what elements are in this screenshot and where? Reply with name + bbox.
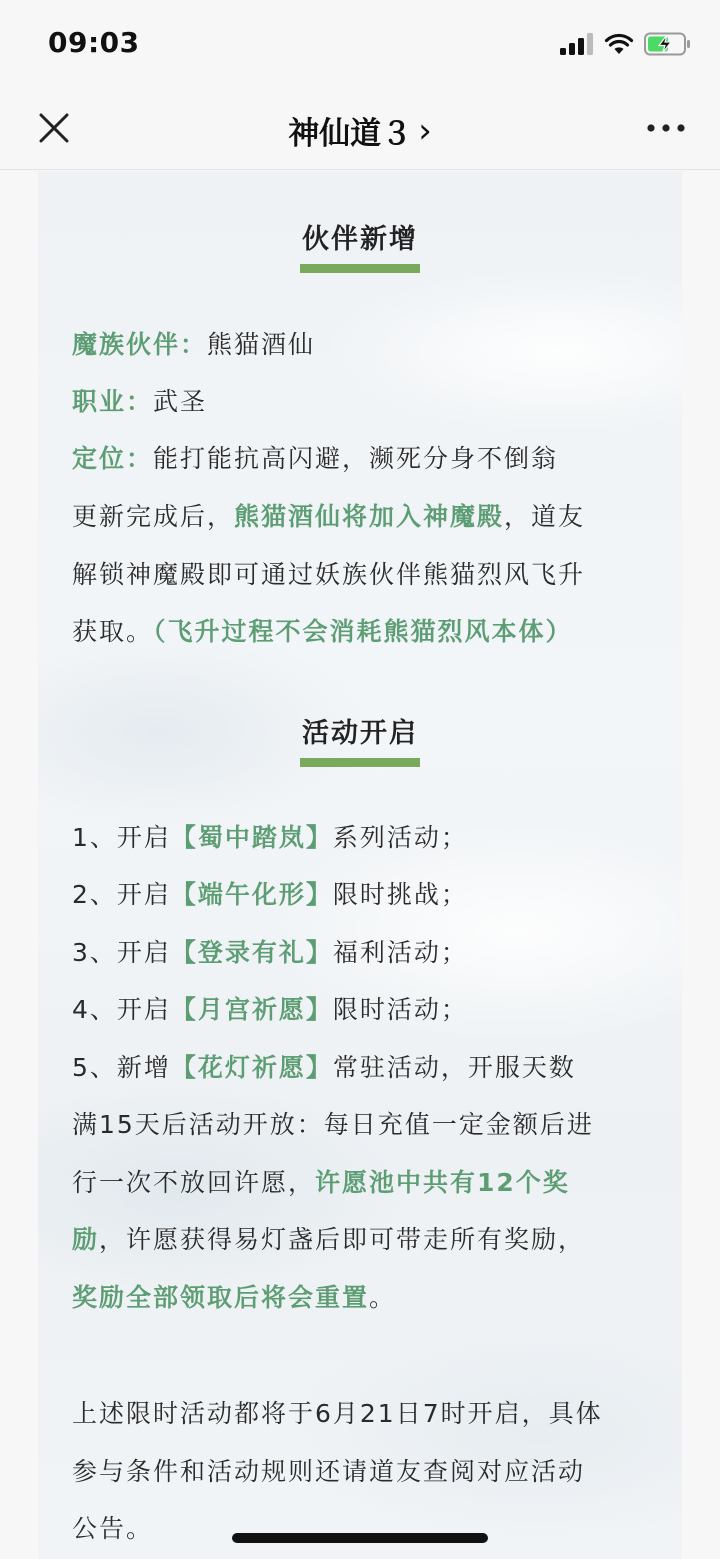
- highlight-text: 【蜀中踏岚】: [170, 823, 333, 852]
- text: 。: [369, 1283, 397, 1312]
- status-bar: [0, 0, 720, 88]
- partner-row-class: [72, 382, 672, 418]
- highlight-text: 励: [72, 1225, 100, 1254]
- highlight-text: 【月宫祈愿】: [170, 995, 333, 1024]
- text: ，道友: [504, 502, 586, 531]
- text: 限时活动；: [332, 995, 468, 1024]
- highlight-text: 【登录有礼】: [170, 938, 333, 967]
- event-item: [72, 875, 672, 911]
- section-title-events: 活动开启: [302, 718, 418, 749]
- more-icon[interactable]: [646, 118, 686, 138]
- partner-row-race: [72, 325, 672, 361]
- highlight-text: 许愿池中共有12个奖: [315, 1168, 570, 1197]
- text: 限时挑战；: [332, 880, 468, 909]
- status-icons: [560, 30, 692, 58]
- row-value: 熊猫酒仙: [207, 330, 316, 359]
- partner-row-role: [72, 439, 672, 475]
- nav-bar: [0, 88, 720, 170]
- wifi-icon: [604, 33, 634, 55]
- text: 获取。: [72, 617, 154, 646]
- event-item: [72, 818, 672, 854]
- highlight-text: （飞升过程不会消耗熊猫烈风本体）: [153, 617, 573, 646]
- status-time: 09:03: [48, 26, 140, 59]
- text: 1、开启: [72, 823, 171, 852]
- section-underline: [300, 758, 420, 767]
- row-label: 魔族伙伴：: [72, 330, 208, 359]
- event-item: [72, 990, 672, 1026]
- footer-paragraph-line: 公告。: [72, 1514, 154, 1543]
- highlight-text: 熊猫酒仙将加入神魔殿: [234, 502, 505, 531]
- article-content: [38, 171, 682, 1559]
- nav-title[interactable]: [0, 108, 720, 153]
- home-indicator[interactable]: [232, 1533, 488, 1543]
- event-paragraph-line: [72, 1278, 672, 1314]
- row-value: 武圣: [153, 387, 208, 416]
- text: 系列活动；: [332, 823, 468, 852]
- section-title-partner: 伙伴新增: [302, 224, 418, 255]
- event-item: [72, 1048, 672, 1084]
- highlight-text: 奖励全部领取后将会重置: [72, 1283, 370, 1312]
- section-underline: [300, 264, 420, 273]
- text: 行一次不放回许愿，: [72, 1168, 316, 1197]
- text: 常驻活动，开服天数: [332, 1053, 576, 1082]
- event-item: [72, 933, 672, 969]
- chevron-right-icon: ›: [418, 110, 432, 151]
- footer-paragraph-line: 上述限时活动都将于6月21日7时开启，具体: [72, 1399, 603, 1428]
- text: 3、开启: [72, 938, 171, 967]
- text: ，许愿获得易灯盏后即可带走所有奖励，: [99, 1225, 586, 1254]
- event-paragraph-line: [72, 1220, 672, 1256]
- text: 5、新增: [72, 1053, 171, 1082]
- partner-paragraph-line: [72, 612, 672, 648]
- battery-charging-icon: [644, 32, 692, 56]
- highlight-text: 【花灯祈愿】: [170, 1053, 333, 1082]
- row-label: 定位：: [72, 444, 154, 473]
- text: 2、开启: [72, 880, 171, 909]
- text: 福利活动；: [332, 938, 468, 967]
- row-label: 职业：: [72, 387, 154, 416]
- highlight-text: 【端午化形】: [170, 880, 333, 909]
- text: 更新完成后，: [72, 502, 235, 531]
- footer-paragraph-line: 参与条件和活动规则还请道友查阅对应活动: [72, 1457, 586, 1486]
- event-paragraph-line: [72, 1163, 672, 1199]
- signal-icon: [560, 33, 594, 55]
- partner-paragraph-line: 解锁神魔殿即可通过妖族伙伴熊猫烈风飞升: [72, 560, 586, 589]
- text: 4、开启: [72, 995, 171, 1024]
- nav-title-text: 神仙道３: [288, 116, 413, 152]
- partner-paragraph-line: [72, 497, 672, 533]
- row-value: 能打能抗高闪避，濒死分身不倒翁: [153, 444, 559, 473]
- event-paragraph-line: 满15天后活动开放：每日充值一定金额后进: [72, 1110, 594, 1139]
